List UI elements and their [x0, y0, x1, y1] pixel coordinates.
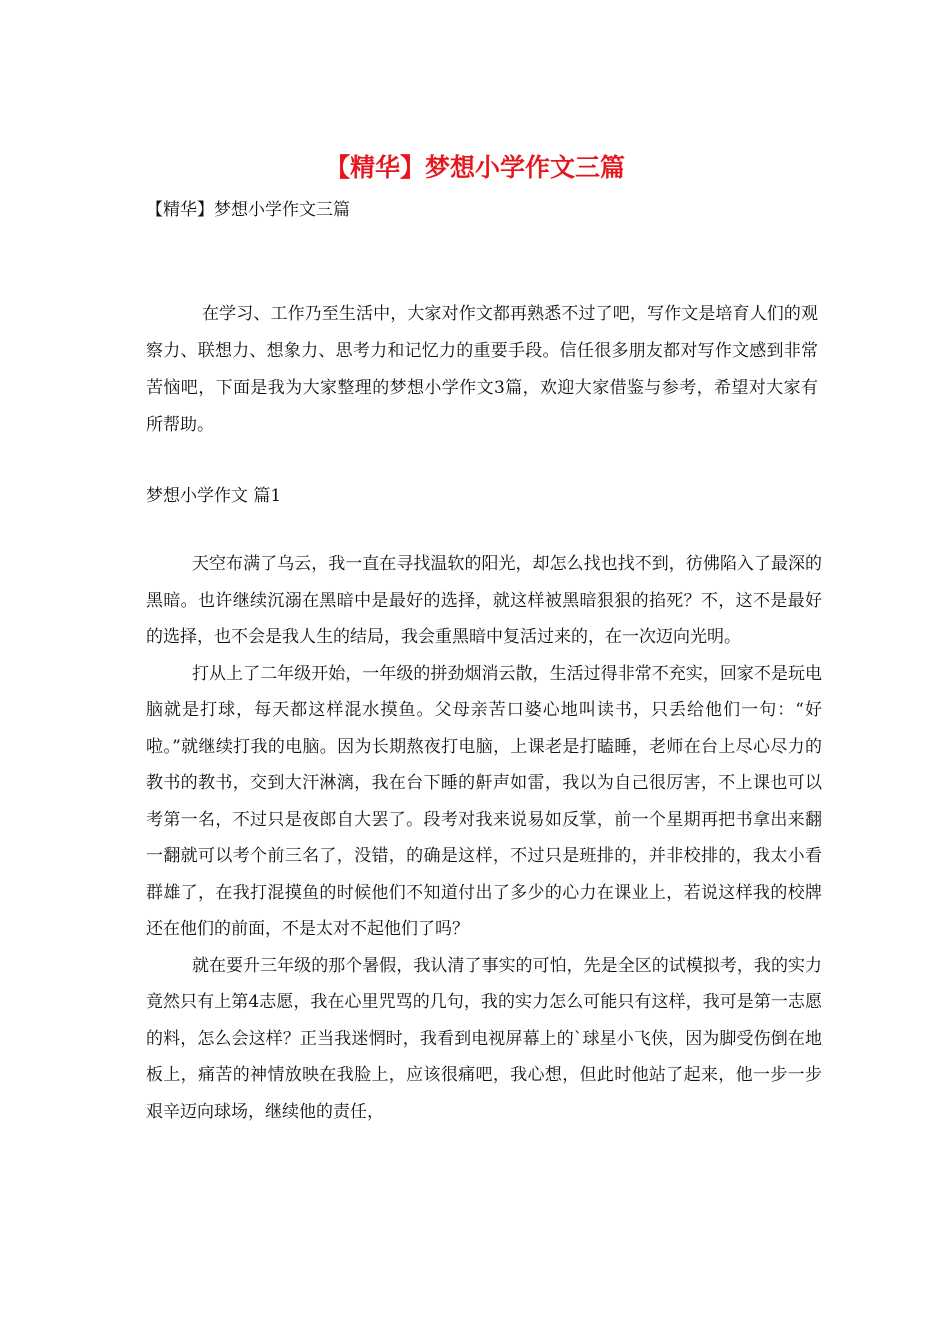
essay-paragraph-1: 天空布满了乌云，我一直在寻找温软的阳光，却怎么找也找不到，彷佛陷入了最深的黑暗。也许继续沉溺在黑暗中是最好的选择，就这样被黑暗狠狠的掐死？不，这不是最好的选择，也不会是我人生的结局，我会重黑暗中复活过来的，在一次迈向光明。	[146, 554, 822, 647]
essay-paragraph-3: 就在要升三年级的那个暑假，我认清了事实的可怕，先是全区的试模拟考，我的实力竟然只有上第4志愿，我在心里咒骂的几句，我的实力怎么可能只有这样，我可是第一志愿的料，怎么会这样？正当我迷惘时，我看到电视屏幕上的`球星小飞侠，因为脚受伤倒在地板上，痛苦的神情放映在我脸上，应该很痛吧，我心想，但此时他站了起来，他一步一步艰辛迈向球场，继续他的责任，	[146, 955, 822, 1122]
essay-paragraph-2: 打从上了二年级开始，一年级的拼劲烟消云散，生活过得非常不充实，回家不是玩电脑就是打球，每天都这样混水摸鱼。父母亲苦口婆心地叫读书，只丢给他们一句：“好啦。”就继续打我的电脑。因为长期熬夜打电脑，上课老是打瞌睡，老师在台上尽心尽力的教书的教书，交到大汗淋漓，我在台下睡的鼾声如雷，我以为自己很厉害，不上课也可以考第一名，不过只是夜郎自大罢了。段考对我来说易如反掌，前一个星期再把书拿出来翻一翻就可以考个前三名了，没错，的确是这样，不过只是班排的，并非校排的，我太小看群雄了，在我打混摸鱼的时候他们不知道付出了多少的心力在课业上，若说这样我的校牌还在他们的前面，不是太对不起他们了吗？	[146, 663, 822, 939]
document-subtitle: 【精华】梦想小学作文三篇	[146, 200, 350, 220]
section-heading: 梦想小学作文 篇1	[146, 486, 282, 506]
essay-body	[146, 546, 822, 1130]
document-title: 【精华】梦想小学作文三篇	[324, 153, 625, 182]
intro-paragraph: 在学习、工作乃至生活中，大家对作文都再熟悉不过了吧，写作文是培育人们的观察力、联想力、想象力、思考力和记忆力的重要手段。信任很多朋友都对写作文感到非常苦恼吧，下面是我为大家整理的梦想小学作文3篇，欢迎大家借鉴与参考，希望对大家有所帮助。	[146, 304, 818, 435]
